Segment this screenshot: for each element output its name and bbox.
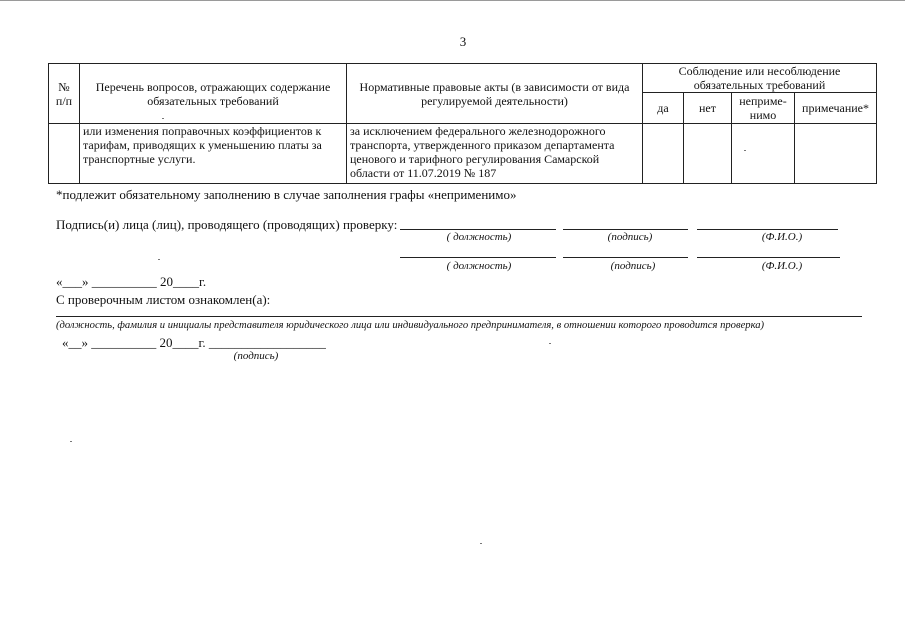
header-yes: да [643, 93, 684, 124]
position-line-1 [400, 229, 556, 230]
signature-caption-1: (подпись) [607, 231, 653, 243]
checklist-table [48, 63, 877, 184]
signature-caption-2: (подпись) [610, 260, 656, 272]
scan-speck [744, 150, 746, 151]
header-questions: Перечень вопросов, отражающих содержание обязательных требований [80, 64, 347, 124]
name-line-1 [697, 229, 838, 230]
date-line: «___» __________ 20____г. [56, 274, 207, 289]
row-number-cell [49, 124, 80, 184]
header-not-applicable: неприме-нимо [732, 93, 795, 124]
name-line-2 [697, 257, 840, 258]
position-caption-2: ( должность) [446, 260, 512, 272]
header-legal-acts: Нормативные правовые акты (в зависимости от вида регулируемой деятельности) [347, 64, 643, 124]
footnote: *подлежит обязательному заполнению в случае заполнения графы «неприменимо» [56, 187, 517, 202]
scan-speck [480, 543, 482, 544]
row-yes-cell [643, 124, 684, 184]
header-remark: примечание* [795, 93, 877, 124]
signature-line-2 [563, 257, 688, 258]
page-top-border [0, 0, 905, 1]
scan-speck [162, 118, 164, 119]
table-row [49, 124, 877, 184]
header-no: нет [684, 93, 732, 124]
row-na-cell [732, 124, 795, 184]
signature-label: Подпись(и) лица (лиц), проводящего (проводящих) проверку: [56, 217, 398, 232]
row-act-cell: за исключением федерального железнодорожного транспорта, утвержденного приказом департамента ценового и тарифного регулирования Самарской области от 11.07.2019 № 187 [347, 124, 643, 184]
name-caption-2: (Ф.И.О.) [761, 260, 803, 272]
header-number: № п/п [49, 64, 80, 124]
date-signature-line: «__» __________ 20____г. __________________ [62, 335, 326, 350]
scan-speck [549, 343, 551, 344]
row-question-cell: или изменения поправочных коэффициентов к тарифам, приводящих к уменьшению платы за транспортные услуги. [80, 124, 347, 184]
name-caption-1: (Ф.И.О.) [761, 231, 803, 243]
scan-speck [158, 259, 160, 260]
representative-line [56, 316, 862, 317]
row-no-cell [684, 124, 732, 184]
signature-caption-3: (подпись) [233, 350, 279, 362]
representative-caption: (должность, фамилия и инициалы представителя юридического лица или индивидуального предпринимателя, в отношении которого проводится проверка) [56, 320, 765, 331]
signature-line-1 [563, 229, 688, 230]
page-number: 3 [459, 34, 467, 49]
position-caption-1: ( должность) [446, 231, 512, 243]
row-remark-cell [795, 124, 877, 184]
header-compliance: Соблюдение или несоблюдение обязательных требований [643, 64, 877, 93]
position-line-2 [400, 257, 556, 258]
acquainted-label: С проверочным листом ознакомлен(а): [56, 292, 271, 307]
scan-speck [70, 441, 72, 442]
